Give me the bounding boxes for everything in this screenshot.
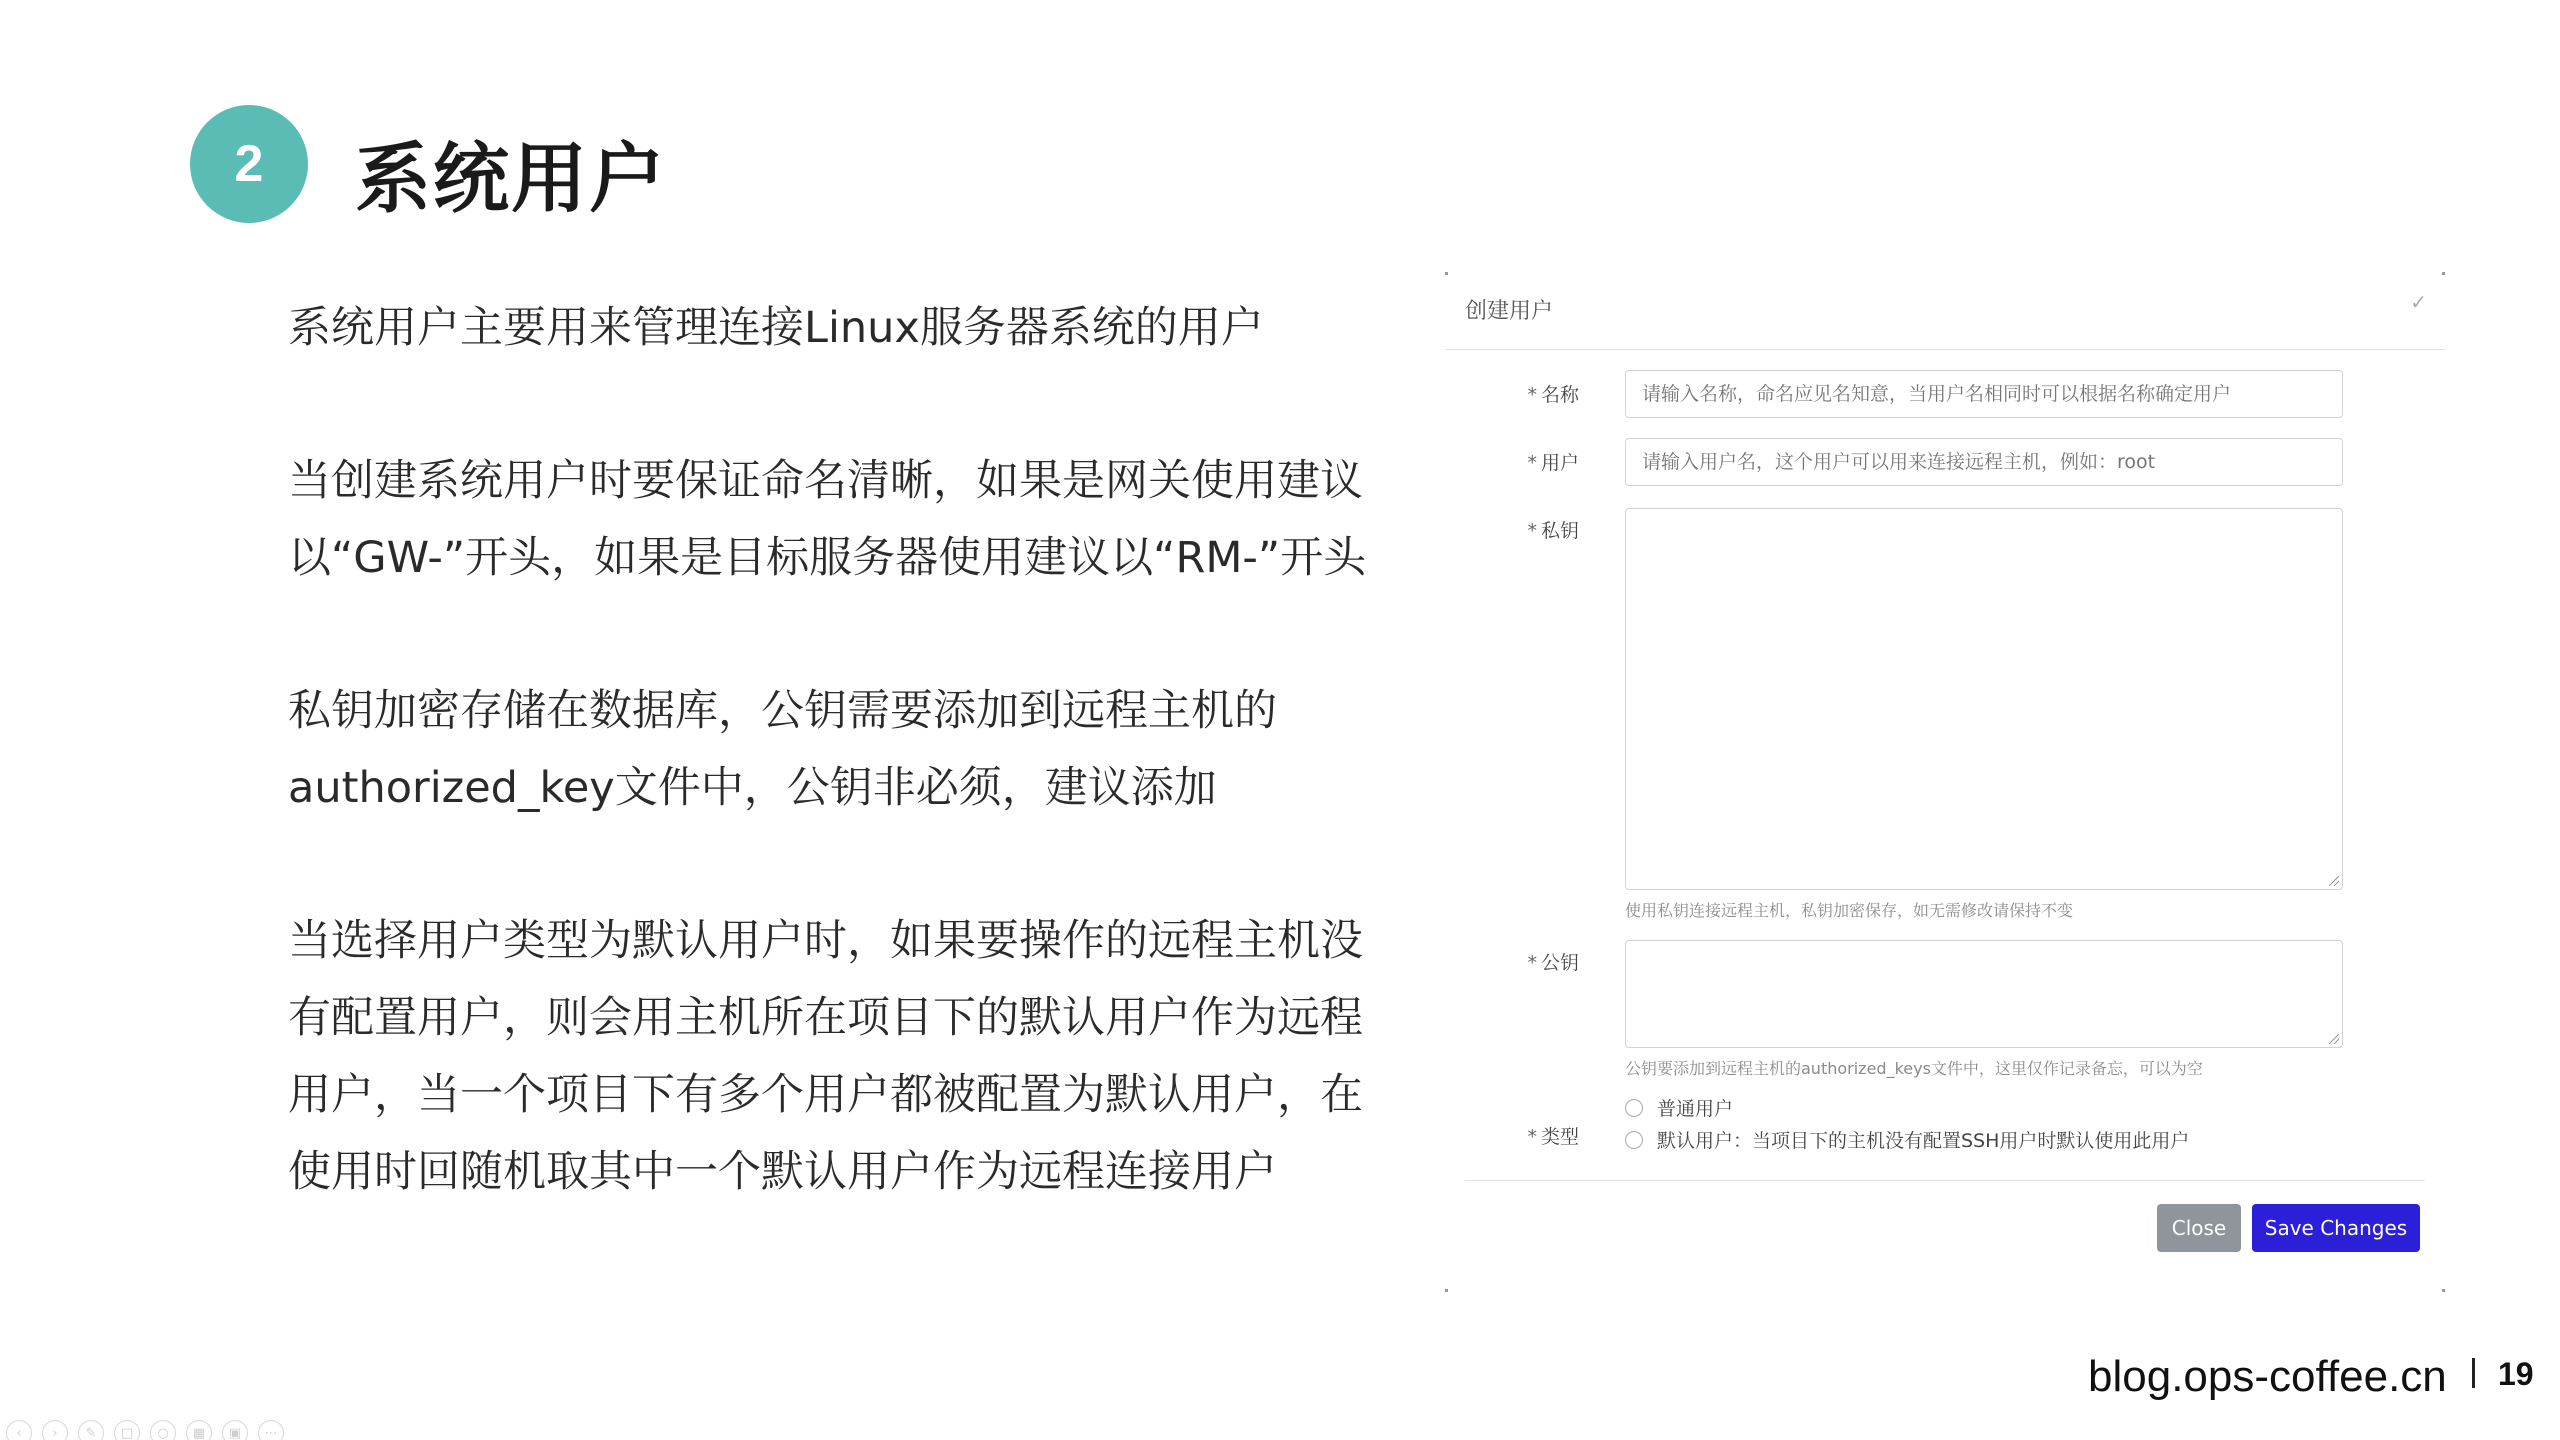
check-icon[interactable]: ✓: [2410, 290, 2427, 314]
public-key-label-text: 公钥: [1540, 952, 1579, 974]
type-option-label: 默认用户：当项目下的主机没有配置SSH用户时默认使用此用户: [1657, 1130, 2190, 1152]
user-input[interactable]: [1625, 438, 2343, 486]
grid-icon[interactable]: ▦: [186, 1420, 212, 1440]
paragraph-3: 私钥加密存储在数据库，公钥需要添加到远程主机的authorized_key文件中，公钥非必须，建议添加: [288, 686, 1277, 813]
user-label: [1527, 448, 1579, 475]
type-label-text: 类型: [1540, 1126, 1579, 1148]
name-input[interactable]: [1625, 370, 2343, 418]
public-key-label: [1527, 948, 1579, 975]
page-number: 19: [2498, 1356, 2534, 1392]
user-label-text: 用户: [1540, 452, 1579, 474]
type-option-default[interactable]: [1625, 1126, 2189, 1153]
create-user-modal: [1445, 272, 2445, 1292]
required-mark: *: [1527, 384, 1537, 406]
screen-icon[interactable]: ▣: [222, 1420, 248, 1440]
corner-mark: [2442, 1289, 2445, 1292]
site-url: blog.ops-coffee.cn: [2088, 1352, 2447, 1401]
next-slide-icon[interactable]: ›: [42, 1420, 68, 1440]
public-key-textarea[interactable]: [1625, 940, 2343, 1048]
paragraph-2: 当创建系统用户时要保证命名清晰，如果是网关使用建议以“GW-”开头，如果是目标服务器使用建议以“RM-”开头: [288, 456, 1367, 583]
slide-toolbar: [6, 1420, 284, 1440]
zoom-icon[interactable]: ○: [150, 1420, 176, 1440]
required-mark: *: [1527, 520, 1537, 542]
corner-mark: [1445, 1289, 1448, 1292]
name-label-text: 名称: [1540, 384, 1579, 406]
more-icon[interactable]: ⋯: [258, 1420, 284, 1440]
type-option-label: 普通用户: [1657, 1098, 1734, 1120]
radio-button[interactable]: [1625, 1131, 1643, 1149]
modal-title: 创建用户: [1465, 299, 1554, 324]
save-changes-button[interactable]: Save Changes: [2252, 1204, 2420, 1252]
required-mark: *: [1527, 452, 1537, 474]
private-key-textarea[interactable]: [1625, 508, 2343, 890]
private-key-label: [1527, 516, 1579, 543]
private-key-label-text: 私钥: [1540, 520, 1579, 542]
private-key-help: 使用私钥连接远程主机，私钥加密保存，如无需修改请保持不变: [1625, 901, 2074, 920]
required-mark: *: [1527, 1126, 1537, 1148]
description-text: [288, 290, 1398, 1211]
close-button[interactable]: Close: [2157, 1204, 2241, 1252]
modal-header: [1445, 272, 2445, 350]
pen-icon[interactable]: ✎: [78, 1420, 104, 1440]
radio-button[interactable]: [1625, 1099, 1643, 1117]
public-key-help: 公钥要添加到远程主机的authorized_keys文件中，这里仅作记录备忘，可以为空: [1625, 1059, 2203, 1078]
modal-footer-divider: [1465, 1180, 2425, 1181]
paragraph-1: 系统用户主要用来管理连接Linux服务器系统的用户: [288, 303, 1264, 353]
type-label: [1527, 1122, 1579, 1149]
required-mark: *: [1527, 952, 1537, 974]
page-title: 系统用户: [355, 134, 667, 223]
copy-icon[interactable]: □: [114, 1420, 140, 1440]
type-option-normal[interactable]: [1625, 1094, 1733, 1121]
page-divider: [2472, 1358, 2475, 1388]
resize-grip-icon[interactable]: [2329, 1034, 2339, 1044]
name-label: [1527, 380, 1579, 407]
paragraph-4: 当选择用户类型为默认用户时，如果要操作的远程主机没有配置用户，则会用主机所在项目下的默认用户作为远程用户，当一个项目下有多个用户都被配置为默认用户，在使用时回随机取其中一个默认用户作为远程连接用户: [288, 916, 1363, 1197]
section-number-badge: 2: [190, 105, 308, 223]
resize-grip-icon[interactable]: [2329, 876, 2339, 886]
prev-slide-icon[interactable]: ‹: [6, 1420, 32, 1440]
